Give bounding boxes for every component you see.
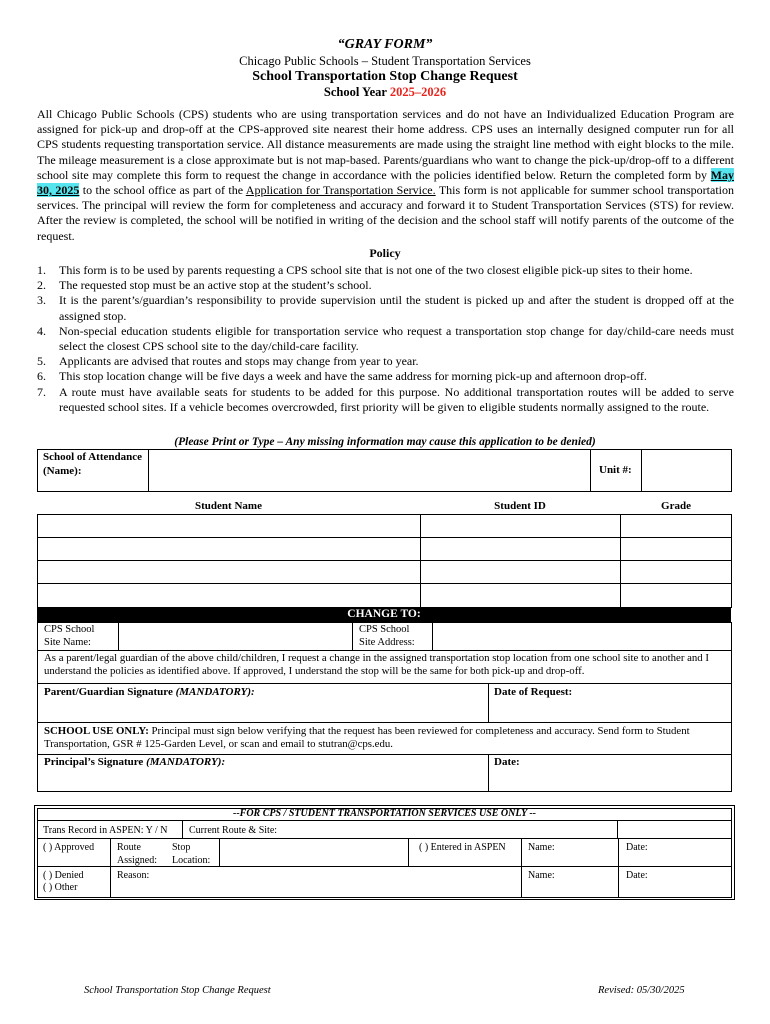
school-of-attendance-label: School of Attendance (Name):: [43, 451, 142, 477]
school-year-label: School Year: [323, 85, 390, 99]
footer-revised: Revised: 05/30/2025: [598, 985, 685, 996]
policy-text: The requested stop must be an active stop at the student’s school.: [59, 278, 372, 293]
name-label-2: Name:: [528, 870, 555, 881]
policy-item: [37, 354, 734, 369]
grade-field[interactable]: [620, 514, 732, 538]
student-name-header: Student Name: [195, 500, 262, 512]
grade-field[interactable]: [620, 583, 732, 608]
denied-checkbox[interactable]: ( ) Denied: [43, 870, 84, 881]
policy-num: 4.: [37, 323, 46, 338]
school-use-instructions: Principal must sign below verifying that the request has been reviewed for completeness and accuracy. Send form to Student Transportation, GSR # 125-Garden Level, or scan and email to stutran@cps.edu.: [44, 725, 690, 750]
trans-record-label: Trans Record in ASPEN: Y / N: [43, 825, 168, 836]
principal-signature-text: Principal’s Signature: [44, 756, 147, 768]
page-title: School Transportation Stop Change Request: [252, 69, 518, 84]
date-of-request-label: Date of Request:: [494, 686, 573, 698]
sts-heading: --FOR CPS / STUDENT TRANSPORTATION SERVICES USE ONLY --: [232, 808, 537, 819]
school-use-text: [44, 725, 728, 751]
deadline-date: May 30, 2025: [37, 167, 734, 198]
intro-text-2: to the school office as part of the: [79, 183, 246, 198]
student-name-field[interactable]: [37, 583, 421, 608]
cps-school-label: CPS School: [44, 624, 95, 635]
policy-num: 2.: [37, 278, 46, 293]
policy-item: [37, 293, 734, 323]
policy-text: This stop location change will be five days a week and have the same address for morning pick-up and afternoon drop-off.: [59, 369, 647, 384]
unit-field[interactable]: [641, 449, 732, 492]
policy-item: [37, 324, 734, 354]
policy-item: [37, 263, 734, 278]
print-instruction: (Please Print or Type – Any missing information may cause this application to be denied): [174, 436, 596, 448]
principal-date-field[interactable]: [488, 754, 732, 792]
policy-text: This form is to be used by parents requesting a CPS school site that is not one of the two closest eligible pick-up sites to their home.: [59, 263, 693, 277]
policy-text: A route must have available seats for students to be added for this purpose. No additional transportation routes will be added to serve requested school sites. If a vehicle becomes overcrowded, first priority will be given to eligible students normally assigned to the route.: [59, 384, 734, 414]
student-name-field[interactable]: [37, 560, 421, 584]
cps-school-label-2: CPS School: [359, 624, 410, 635]
school-use-heading: SCHOOL USE ONLY:: [44, 725, 149, 737]
policy-num: 1.: [37, 263, 46, 277]
student-name-field[interactable]: [37, 537, 421, 561]
mandatory-tag: (MANDATORY):: [146, 756, 226, 768]
application-link[interactable]: Application for Transportation Service.: [245, 183, 436, 198]
student-name-field[interactable]: [37, 514, 421, 538]
intro-text-1: All Chicago Public Schools (CPS) students who are using transportation services and do not have an Individualized Education Program are assigned for pick-up and drop-off at the CPS-approved site nearest their home address. CPS uses an internally designed computer run for all CPS students requesting transportation service. All distance measurements are made using the straight line method with eight blocks to the mile. The mileage measurement is a close approximate but is not map-based. Parents/guardians who want to change the pick-up/drop-off to a different school site may complete this form to request the change in accordance with the policies identified below. Return the completed form by: [37, 107, 734, 182]
school-name-field[interactable]: [148, 449, 591, 492]
principal-date-label: Date:: [494, 756, 520, 768]
stop-location-field[interactable]: [219, 838, 409, 867]
school-year-value: 2025–2026: [389, 85, 447, 99]
parent-signature-text: Parent/Guardian Signature: [44, 686, 176, 698]
policy-item: [37, 278, 734, 293]
student-id-header: Student ID: [494, 500, 546, 512]
policy-num: 5.: [37, 354, 46, 369]
student-id-field[interactable]: [420, 583, 621, 608]
form-nickname: “GRAY FORM”: [337, 37, 433, 52]
reason-field[interactable]: [110, 866, 522, 898]
intro-paragraph: [37, 107, 734, 244]
student-id-field[interactable]: [420, 514, 621, 538]
policy-num: 7.: [37, 384, 46, 399]
grade-field[interactable]: [620, 537, 732, 561]
mandatory-tag: (MANDATORY):: [175, 686, 255, 698]
intro-text-3: This form is not applicable for summer school transportation services. The principal will review the form for completeness and accuracy and forward it to Student Transportation Services (STS) for review. After the review is completed, the school will be notified in writing of the decision and the school staff will notify parents of the outcome of the request.: [37, 183, 734, 243]
organization-name: Chicago Public Schools – Student Transportation Services: [239, 54, 531, 68]
policy-text: Applicants are advised that routes and stops may change from year to year.: [59, 354, 419, 369]
policy-num: 3.: [37, 293, 46, 308]
approved-checkbox[interactable]: ( ) Approved: [43, 842, 95, 853]
policy-num: 6.: [37, 369, 46, 384]
policy-item: [37, 385, 734, 415]
date-label-2: Date:: [626, 870, 648, 881]
policy-heading: Policy: [369, 246, 401, 260]
consent-text: As a parent/legal guardian of the above child/children, I request a change in the assigned transportation stop location from one school site to another and I understand the policies as identified above. If approved, I understand the stop will be the same for both pick-up and drop-off.: [44, 652, 709, 677]
entered-aspen-checkbox[interactable]: ( ) Entered in ASPEN: [419, 842, 506, 853]
site-name-label: Site Name:: [44, 637, 91, 648]
policy-item: [37, 369, 734, 384]
reason-label: Reason:: [117, 870, 150, 881]
policy-text: It is the parent’s/guardian’s responsibility to provide supervision until the student is picked up and after the student is dropped off at the assigned stop.: [59, 293, 734, 323]
site-name-field[interactable]: [118, 622, 353, 651]
principal-signature-label: [44, 756, 225, 770]
student-id-field[interactable]: [420, 560, 621, 584]
unit-label: Unit #:: [599, 464, 632, 476]
current-route-label: Current Route & Site:: [189, 825, 278, 836]
grade-field[interactable]: [620, 560, 732, 584]
policy-list: [37, 263, 734, 415]
site-address-label: Site Address:: [359, 637, 415, 648]
student-id-field[interactable]: [420, 537, 621, 561]
other-checkbox[interactable]: ( ) Other: [43, 882, 78, 893]
school-year: [0, 85, 770, 100]
stop-location-label: Stop Location:: [172, 842, 211, 866]
footer-form-name: School Transportation Stop Change Request: [84, 985, 271, 996]
change-to-bar: CHANGE TO:: [37, 607, 731, 622]
grade-header: Grade: [661, 500, 691, 512]
policy-text: Non-special education students eligible for transportation service who request a transportation stop change for day/child-care needs must select the closest CPS school site to the day/child-care facility.: [59, 323, 734, 354]
name-label: Name:: [528, 842, 555, 853]
parent-signature-label: [44, 686, 255, 700]
site-address-field[interactable]: [432, 622, 732, 651]
date-label: Date:: [626, 842, 648, 853]
route-assigned-label: Route Assigned:: [117, 842, 157, 866]
